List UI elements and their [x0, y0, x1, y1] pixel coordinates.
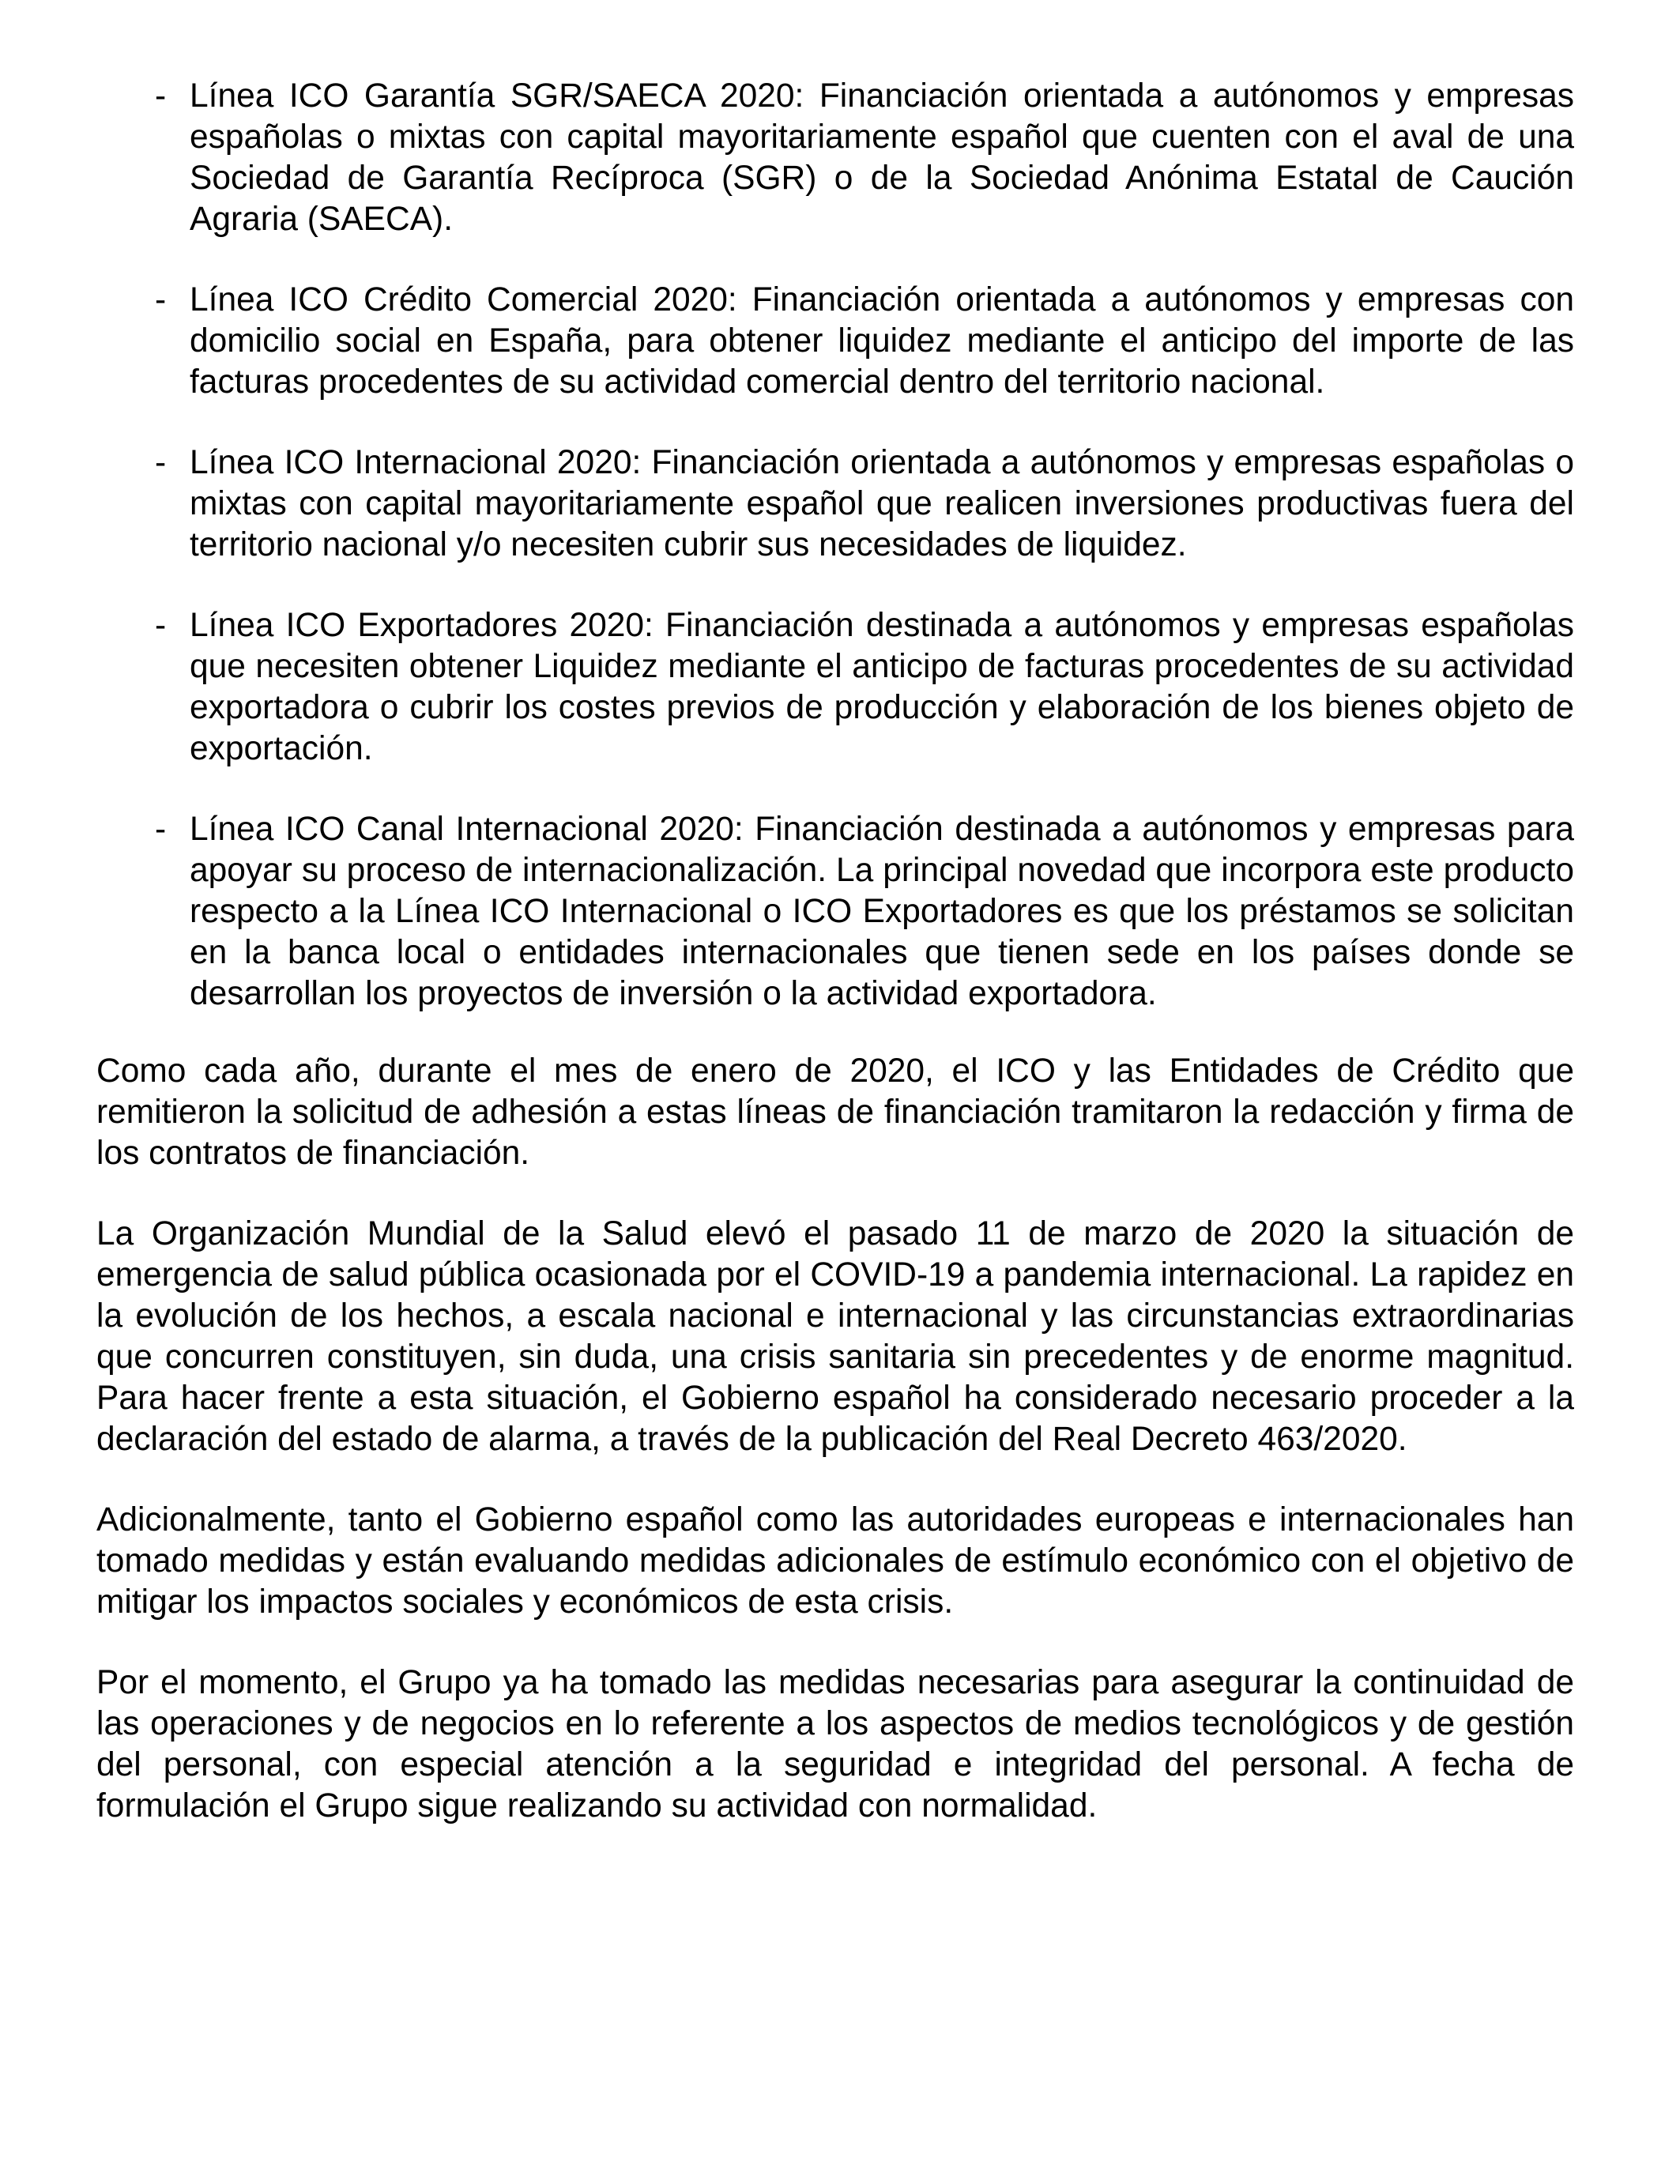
ico-lines-list	[96, 76, 1574, 1015]
paragraph-stimulus-measures: Adicionalmente, tanto el Gobierno español como las autoridades europeas e internacionales han tomado medidas y están evaluando medidas adicionales de estímulo económico con el objetivo de mitigar los impactos sociales y económicos de esta crisis.	[96, 1501, 1574, 1621]
dash-marker: -	[155, 77, 167, 115]
paragraph-covid-pandemic: La Organización Mundial de la Salud elevó el pasado 11 de marzo de 2020 la situación de emergencia de salud pública ocasionada por el COVID-19 a pandemia internacional. La rapidez en la evolución de los hechos, a escala nacional e internacional y las circunstancias extraordinarias que concurren constituyen, sin duda, una crisis sanitaria sin precedentes y de enorme magnitud. Para hacer frente a esta situación, el Gobierno español ha considerado necesario proceder a la declaración del estado de alarma, a través de la publicación del Real Decreto 463/2020.	[96, 1215, 1574, 1458]
list-item-sgr-saeca	[96, 76, 1574, 240]
dash-marker: -	[155, 607, 167, 644]
dash-marker: -	[155, 281, 167, 318]
list-item-canal-internacional	[96, 809, 1574, 1015]
paragraph-adhesion: Como cada año, durante el mes de enero de 2020, el ICO y las Entidades de Crédito que remitieron la solicitud de adhesión a estas líneas de financiación tramitaron la redacción y firma de los contratos de financiación.	[96, 1052, 1574, 1172]
document-page	[96, 76, 1574, 1866]
list-item-internacional	[96, 442, 1574, 566]
list-item-text: Línea ICO Exportadores 2020: Financiación destinada a autónomos y empresas españolas que necesiten obtener Liquidez mediante el anticipo de facturas procedentes de su actividad exportadora o cubrir los costes previos de producción y elaboración de los bienes objeto de exportación.	[190, 607, 1574, 767]
dash-marker: -	[155, 811, 167, 848]
list-item-text: Línea ICO Crédito Comercial 2020: Financiación orientada a autónomos y empresas con domicilio social en España, para obtener liquidez mediante el anticipo del importe de las facturas procedentes de su actividad comercial dentro del territorio nacional.	[190, 281, 1574, 401]
list-item-exportadores	[96, 605, 1574, 770]
dash-marker: -	[155, 444, 167, 481]
paragraph-group-continuity: Por el momento, el Grupo ya ha tomado las medidas necesarias para asegurar la continuidad de las operaciones y de negocios en lo referente a los aspectos de medios tecnológicos y de gestión del personal, con especial atención a la seguridad e integridad del personal. A fecha de formulación el Grupo sigue realizando su actividad con normalidad.	[96, 1664, 1574, 1824]
list-item-text: Línea ICO Garantía SGR/SAECA 2020: Financiación orientada a autónomos y empresas españolas o mixtas con capital mayoritariamente español que cuenten con el aval de una Sociedad de Garantía Recíproca (SGR) o de la Sociedad Anónima Estatal de Caución Agraria (SAECA).	[190, 77, 1574, 238]
list-item-text: Línea ICO Internacional 2020: Financiación orientada a autónomos y empresas españolas o mixtas con capital mayoritariamente español que realicen inversiones productivas fuera del territorio nacional y/o necesiten cubrir sus necesidades de liquidez.	[190, 444, 1574, 563]
list-item-text: Línea ICO Canal Internacional 2020: Financiación destinada a autónomos y empresas para apoyar su proceso de internacionalización. La principal novedad que incorpora este producto respecto a la Línea ICO Internacional o ICO Exportadores es que los préstamos se solicitan en la banca local o entidades internacionales que tienen sede en los países donde se desarrollan los proyectos de inversión o la actividad exportadora.	[190, 811, 1574, 1012]
list-item-credito-comercial	[96, 280, 1574, 403]
